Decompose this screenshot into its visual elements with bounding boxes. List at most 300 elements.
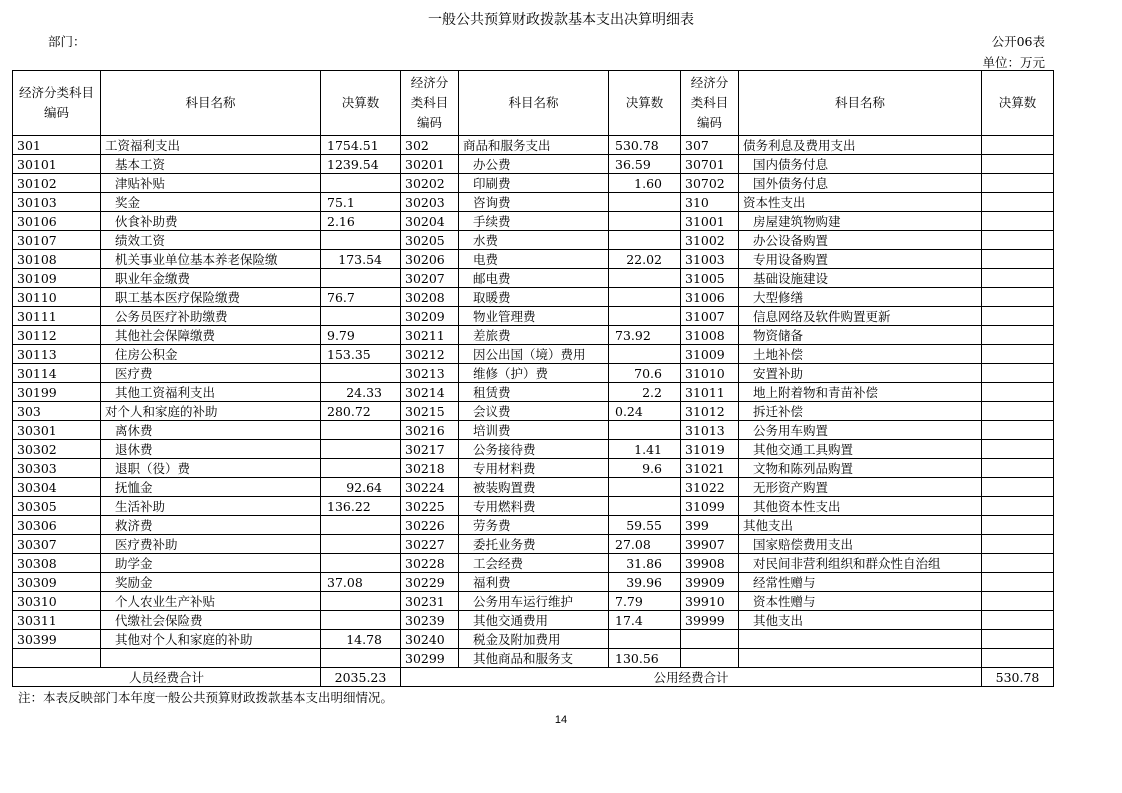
page-number: 14 (554, 714, 568, 726)
cell-amount-2: 2.2 (609, 383, 681, 402)
cell-amount-1: 280.72 (321, 402, 401, 421)
cell-code-1: 30309 (13, 573, 101, 592)
cell-name-1: 基本工资 (101, 155, 321, 174)
cell-code-2: 30215 (401, 402, 459, 421)
cell-amount-3 (982, 174, 1054, 193)
cell-code-3 (681, 630, 739, 649)
cell-amount-3 (982, 136, 1054, 155)
cell-name-3: 文物和陈列品购置 (739, 459, 982, 478)
cell-code-1: 30304 (13, 478, 101, 497)
table-row (13, 364, 1054, 383)
cell-name-2: 商品和服务支出 (459, 136, 609, 155)
cell-name-2: 专用燃料费 (459, 497, 609, 516)
cell-code-2: 30226 (401, 516, 459, 535)
cell-amount-1 (321, 459, 401, 478)
public-total-value: 530.78 (982, 668, 1054, 687)
cell-code-3: 31006 (681, 288, 739, 307)
table-row (13, 573, 1054, 592)
cell-amount-1: 9.79 (321, 326, 401, 345)
cell-code-2: 30216 (401, 421, 459, 440)
cell-code-3: 31019 (681, 440, 739, 459)
cell-code-3: 31008 (681, 326, 739, 345)
cell-name-1: 其他工资福利支出 (101, 383, 321, 402)
cell-amount-2: 36.59 (609, 155, 681, 174)
cell-code-2: 30231 (401, 592, 459, 611)
cell-amount-2: 73.92 (609, 326, 681, 345)
cell-amount-1 (321, 516, 401, 535)
cell-amount-3 (982, 269, 1054, 288)
cell-code-3: 31099 (681, 497, 739, 516)
cell-amount-2 (609, 497, 681, 516)
cell-amount-2 (609, 193, 681, 212)
cell-code-2: 30209 (401, 307, 459, 326)
cell-code-3: 31010 (681, 364, 739, 383)
cell-amount-1 (321, 592, 401, 611)
header-name-1: 科目名称 (101, 71, 321, 136)
cell-name-2: 印刷费 (459, 174, 609, 193)
cell-name-3: 办公设备购置 (739, 231, 982, 250)
cell-amount-2: 31.86 (609, 554, 681, 573)
cell-amount-3 (982, 649, 1054, 668)
cell-code-2: 30211 (401, 326, 459, 345)
table-row (13, 250, 1054, 269)
page-title: 一般公共预算财政拨款基本支出决算明细表 (428, 12, 694, 28)
cell-amount-2: 130.56 (609, 649, 681, 668)
cell-amount-2: 530.78 (609, 136, 681, 155)
cell-code-3: 31009 (681, 345, 739, 364)
cell-name-1: 工资福利支出 (101, 136, 321, 155)
cell-amount-2: 70.6 (609, 364, 681, 383)
cell-code-1: 30311 (13, 611, 101, 630)
cell-name-1: 机关事业单位基本养老保险缴 (101, 250, 321, 269)
cell-name-1: 个人农业生产补贴 (101, 592, 321, 611)
cell-code-3: 31022 (681, 478, 739, 497)
cell-name-2: 被装购置费 (459, 478, 609, 497)
cell-amount-2: 9.6 (609, 459, 681, 478)
cell-amount-3 (982, 497, 1054, 516)
cell-code-3: 31011 (681, 383, 739, 402)
table-row (13, 402, 1054, 421)
table-row (13, 288, 1054, 307)
table-number: 公开06表 (991, 34, 1045, 49)
table-row (13, 345, 1054, 364)
cell-name-1: 代缴社会保险费 (101, 611, 321, 630)
cell-code-1 (13, 649, 101, 668)
cell-code-2: 30227 (401, 535, 459, 554)
cell-name-3 (739, 630, 982, 649)
cell-name-2: 公务接待费 (459, 440, 609, 459)
cell-code-2: 30224 (401, 478, 459, 497)
cell-name-3: 对民间非营利组织和群众性自治组 (739, 554, 982, 573)
cell-amount-3 (982, 345, 1054, 364)
cell-code-1: 30106 (13, 212, 101, 231)
cell-name-3: 其他支出 (739, 516, 982, 535)
cell-amount-1: 24.33 (321, 383, 401, 402)
cell-name-3: 其他资本性支出 (739, 497, 982, 516)
cell-name-1: 救济费 (101, 516, 321, 535)
table-row (13, 592, 1054, 611)
cell-code-1: 30108 (13, 250, 101, 269)
cell-name-1: 职业年金缴费 (101, 269, 321, 288)
table-row (13, 554, 1054, 573)
personnel-total-value: 2035.23 (321, 668, 401, 687)
cell-name-3: 国家赔偿费用支出 (739, 535, 982, 554)
cell-code-1: 30306 (13, 516, 101, 535)
cell-amount-1: 14.78 (321, 630, 401, 649)
cell-name-2: 税金及附加费用 (459, 630, 609, 649)
cell-name-3: 其他支出 (739, 611, 982, 630)
cell-amount-1: 75.1 (321, 193, 401, 212)
cell-code-1: 30114 (13, 364, 101, 383)
cell-amount-3 (982, 592, 1054, 611)
expenditure-table (12, 70, 1054, 687)
cell-code-1: 30110 (13, 288, 101, 307)
cell-code-3: 307 (681, 136, 739, 155)
cell-code-3: 39907 (681, 535, 739, 554)
cell-amount-3 (982, 459, 1054, 478)
cell-name-1: 对个人和家庭的补助 (101, 402, 321, 421)
table-row (13, 459, 1054, 478)
cell-amount-2 (609, 231, 681, 250)
cell-name-3: 债务利息及费用支出 (739, 136, 982, 155)
cell-code-2: 30204 (401, 212, 459, 231)
table-row (13, 269, 1054, 288)
cell-amount-2 (609, 345, 681, 364)
cell-amount-2: 1.60 (609, 174, 681, 193)
table-body (13, 136, 1054, 668)
cell-code-1: 30103 (13, 193, 101, 212)
cell-amount-3 (982, 364, 1054, 383)
cell-name-1: 医疗费 (101, 364, 321, 383)
cell-name-2: 电费 (459, 250, 609, 269)
table-row (13, 630, 1054, 649)
cell-name-3: 无形资产购置 (739, 478, 982, 497)
cell-code-2: 30212 (401, 345, 459, 364)
cell-code-1: 30307 (13, 535, 101, 554)
cell-code-2: 30214 (401, 383, 459, 402)
cell-name-3: 资本性赠与 (739, 592, 982, 611)
cell-code-2: 30202 (401, 174, 459, 193)
cell-code-1: 30301 (13, 421, 101, 440)
unit-label: 单位：万元 (982, 55, 1045, 70)
cell-name-3: 物资储备 (739, 326, 982, 345)
cell-amount-3 (982, 250, 1054, 269)
cell-code-1: 301 (13, 136, 101, 155)
cell-name-2: 租赁费 (459, 383, 609, 402)
cell-name-1: 伙食补助费 (101, 212, 321, 231)
header-amount-3: 决算数 (982, 71, 1054, 136)
cell-amount-3 (982, 288, 1054, 307)
cell-amount-3 (982, 611, 1054, 630)
totals-row (13, 668, 1054, 687)
cell-amount-2: 1.41 (609, 440, 681, 459)
table-row (13, 307, 1054, 326)
cell-amount-1 (321, 440, 401, 459)
cell-code-1: 30102 (13, 174, 101, 193)
cell-code-2: 30229 (401, 573, 459, 592)
cell-name-2: 手续费 (459, 212, 609, 231)
cell-name-1: 公务员医疗补助缴费 (101, 307, 321, 326)
cell-amount-1 (321, 421, 401, 440)
cell-name-1: 退职（役）费 (101, 459, 321, 478)
cell-amount-1 (321, 364, 401, 383)
cell-code-1: 30112 (13, 326, 101, 345)
cell-name-1: 抚恤金 (101, 478, 321, 497)
cell-name-3 (739, 649, 982, 668)
header-code-3: 经济分类科目编码 (681, 71, 739, 136)
department-label: 部门： (48, 34, 86, 49)
cell-name-3: 拆迁补偿 (739, 402, 982, 421)
header-code-2: 经济分类科目编码 (401, 71, 459, 136)
cell-amount-3 (982, 421, 1054, 440)
cell-code-2: 30240 (401, 630, 459, 649)
cell-name-1: 助学金 (101, 554, 321, 573)
table-row (13, 136, 1054, 155)
cell-code-3: 30701 (681, 155, 739, 174)
cell-name-2: 培训费 (459, 421, 609, 440)
cell-name-3: 资本性支出 (739, 193, 982, 212)
cell-code-1: 30303 (13, 459, 101, 478)
cell-amount-3 (982, 307, 1054, 326)
cell-amount-1 (321, 649, 401, 668)
cell-code-2: 30225 (401, 497, 459, 516)
cell-code-1: 30107 (13, 231, 101, 250)
cell-code-3: 30702 (681, 174, 739, 193)
cell-name-3: 大型修缮 (739, 288, 982, 307)
cell-code-2: 30299 (401, 649, 459, 668)
cell-code-3: 31005 (681, 269, 739, 288)
cell-name-2: 工会经费 (459, 554, 609, 573)
cell-amount-3 (982, 212, 1054, 231)
cell-name-1: 奖金 (101, 193, 321, 212)
cell-amount-1 (321, 307, 401, 326)
cell-amount-3 (982, 440, 1054, 459)
cell-amount-1 (321, 554, 401, 573)
header-name-3: 科目名称 (739, 71, 982, 136)
table-row (13, 611, 1054, 630)
cell-amount-3 (982, 326, 1054, 345)
cell-name-1: 绩效工资 (101, 231, 321, 250)
cell-code-2: 30207 (401, 269, 459, 288)
cell-code-1: 30399 (13, 630, 101, 649)
cell-code-2: 30208 (401, 288, 459, 307)
cell-name-2: 办公费 (459, 155, 609, 174)
table-row (13, 497, 1054, 516)
cell-code-2: 30205 (401, 231, 459, 250)
cell-amount-1 (321, 611, 401, 630)
cell-amount-1: 92.64 (321, 478, 401, 497)
cell-amount-3 (982, 554, 1054, 573)
header-name-2: 科目名称 (459, 71, 609, 136)
cell-amount-2: 27.08 (609, 535, 681, 554)
table-header-row (13, 71, 1054, 136)
table-row (13, 516, 1054, 535)
table-row (13, 440, 1054, 459)
cell-amount-3 (982, 402, 1054, 421)
table-row (13, 649, 1054, 668)
cell-name-1: 医疗费补助 (101, 535, 321, 554)
cell-code-3 (681, 649, 739, 668)
cell-code-1: 30101 (13, 155, 101, 174)
cell-code-3: 39910 (681, 592, 739, 611)
cell-code-1: 303 (13, 402, 101, 421)
cell-name-3: 公务用车购置 (739, 421, 982, 440)
cell-code-1: 30109 (13, 269, 101, 288)
cell-amount-2: 0.24 (609, 402, 681, 421)
header-amount-1: 决算数 (321, 71, 401, 136)
cell-amount-2 (609, 307, 681, 326)
cell-code-3: 39909 (681, 573, 739, 592)
cell-amount-3 (982, 535, 1054, 554)
cell-amount-2 (609, 269, 681, 288)
cell-amount-1 (321, 174, 401, 193)
cell-name-3: 其他交通工具购置 (739, 440, 982, 459)
cell-name-3: 房屋建筑物购建 (739, 212, 982, 231)
public-total-label: 公用经费合计 (401, 668, 982, 687)
cell-name-3: 经常性赠与 (739, 573, 982, 592)
cell-amount-2 (609, 630, 681, 649)
cell-code-1: 30199 (13, 383, 101, 402)
cell-amount-2 (609, 478, 681, 497)
cell-code-3: 31003 (681, 250, 739, 269)
cell-amount-1 (321, 535, 401, 554)
table-row (13, 478, 1054, 497)
cell-name-1: 职工基本医疗保险缴费 (101, 288, 321, 307)
cell-name-2: 水费 (459, 231, 609, 250)
cell-name-1: 退休费 (101, 440, 321, 459)
cell-name-2: 取暖费 (459, 288, 609, 307)
cell-name-2: 物业管理费 (459, 307, 609, 326)
header-amount-2: 决算数 (609, 71, 681, 136)
cell-name-1: 奖励金 (101, 573, 321, 592)
cell-code-1: 30113 (13, 345, 101, 364)
table-row (13, 193, 1054, 212)
cell-amount-3 (982, 516, 1054, 535)
cell-name-2: 福利费 (459, 573, 609, 592)
cell-code-3: 31001 (681, 212, 739, 231)
cell-name-3: 安置补助 (739, 364, 982, 383)
cell-amount-1: 136.22 (321, 497, 401, 516)
cell-code-3: 399 (681, 516, 739, 535)
table-row (13, 326, 1054, 345)
cell-name-3: 信息网络及软件购置更新 (739, 307, 982, 326)
cell-amount-1: 2.16 (321, 212, 401, 231)
cell-amount-1 (321, 231, 401, 250)
cell-amount-2 (609, 212, 681, 231)
cell-code-2: 30213 (401, 364, 459, 383)
cell-name-3: 国内债务付息 (739, 155, 982, 174)
cell-amount-2: 59.55 (609, 516, 681, 535)
cell-code-2: 302 (401, 136, 459, 155)
cell-amount-3 (982, 155, 1054, 174)
cell-amount-1: 1239.54 (321, 155, 401, 174)
cell-name-2: 公务用车运行维护 (459, 592, 609, 611)
cell-code-2: 30239 (401, 611, 459, 630)
cell-name-2: 其他商品和服务支 (459, 649, 609, 668)
cell-amount-3 (982, 231, 1054, 250)
cell-code-2: 30206 (401, 250, 459, 269)
cell-code-3: 31021 (681, 459, 739, 478)
cell-name-1: 其他对个人和家庭的补助 (101, 630, 321, 649)
cell-name-2: 会议费 (459, 402, 609, 421)
cell-code-3: 31007 (681, 307, 739, 326)
cell-code-2: 30203 (401, 193, 459, 212)
cell-code-1: 30308 (13, 554, 101, 573)
cell-name-3: 专用设备购置 (739, 250, 982, 269)
cell-name-1: 其他社会保障缴费 (101, 326, 321, 345)
cell-name-3: 国外债务付息 (739, 174, 982, 193)
cell-name-1 (101, 649, 321, 668)
cell-name-1: 住房公积金 (101, 345, 321, 364)
cell-code-2: 30218 (401, 459, 459, 478)
cell-code-1: 30310 (13, 592, 101, 611)
cell-name-1: 生活补助 (101, 497, 321, 516)
cell-code-1: 30111 (13, 307, 101, 326)
cell-code-2: 30217 (401, 440, 459, 459)
table-row (13, 231, 1054, 250)
cell-name-3: 基础设施建设 (739, 269, 982, 288)
cell-amount-2 (609, 421, 681, 440)
cell-code-3: 31012 (681, 402, 739, 421)
cell-amount-2: 7.79 (609, 592, 681, 611)
table-row (13, 155, 1054, 174)
cell-name-3: 土地补偿 (739, 345, 982, 364)
header-code-1: 经济分类科目编码 (13, 71, 101, 136)
cell-code-3: 31002 (681, 231, 739, 250)
cell-name-1: 津贴补贴 (101, 174, 321, 193)
cell-amount-1: 76.7 (321, 288, 401, 307)
cell-code-3: 39999 (681, 611, 739, 630)
cell-amount-2 (609, 288, 681, 307)
table-row (13, 421, 1054, 440)
cell-amount-1: 1754.51 (321, 136, 401, 155)
cell-amount-2: 17.4 (609, 611, 681, 630)
cell-amount-1: 37.08 (321, 573, 401, 592)
cell-name-2: 邮电费 (459, 269, 609, 288)
cell-name-2: 委托业务费 (459, 535, 609, 554)
cell-name-2: 咨询费 (459, 193, 609, 212)
cell-name-2: 差旅费 (459, 326, 609, 345)
personnel-total-label: 人员经费合计 (13, 668, 321, 687)
footnote: 注：本表反映部门本年度一般公共预算财政拨款基本支出明细情况。 (18, 690, 394, 705)
cell-name-2: 因公出国（境）费用 (459, 345, 609, 364)
cell-code-1: 30302 (13, 440, 101, 459)
cell-name-1: 离休费 (101, 421, 321, 440)
table-row (13, 535, 1054, 554)
table-row (13, 174, 1054, 193)
cell-code-2: 30228 (401, 554, 459, 573)
cell-name-2: 其他交通费用 (459, 611, 609, 630)
cell-name-2: 专用材料费 (459, 459, 609, 478)
cell-code-3: 310 (681, 193, 739, 212)
table-row (13, 383, 1054, 402)
cell-amount-1: 173.54 (321, 250, 401, 269)
cell-code-1: 30305 (13, 497, 101, 516)
cell-amount-3 (982, 383, 1054, 402)
cell-name-2: 维修（护）费 (459, 364, 609, 383)
cell-code-3: 31013 (681, 421, 739, 440)
cell-name-3: 地上附着物和青苗补偿 (739, 383, 982, 402)
cell-amount-1 (321, 269, 401, 288)
cell-amount-2: 39.96 (609, 573, 681, 592)
table-row (13, 212, 1054, 231)
cell-amount-3 (982, 478, 1054, 497)
cell-amount-3 (982, 193, 1054, 212)
cell-amount-2: 22.02 (609, 250, 681, 269)
cell-name-2: 劳务费 (459, 516, 609, 535)
cell-amount-3 (982, 630, 1054, 649)
cell-amount-1: 153.35 (321, 345, 401, 364)
